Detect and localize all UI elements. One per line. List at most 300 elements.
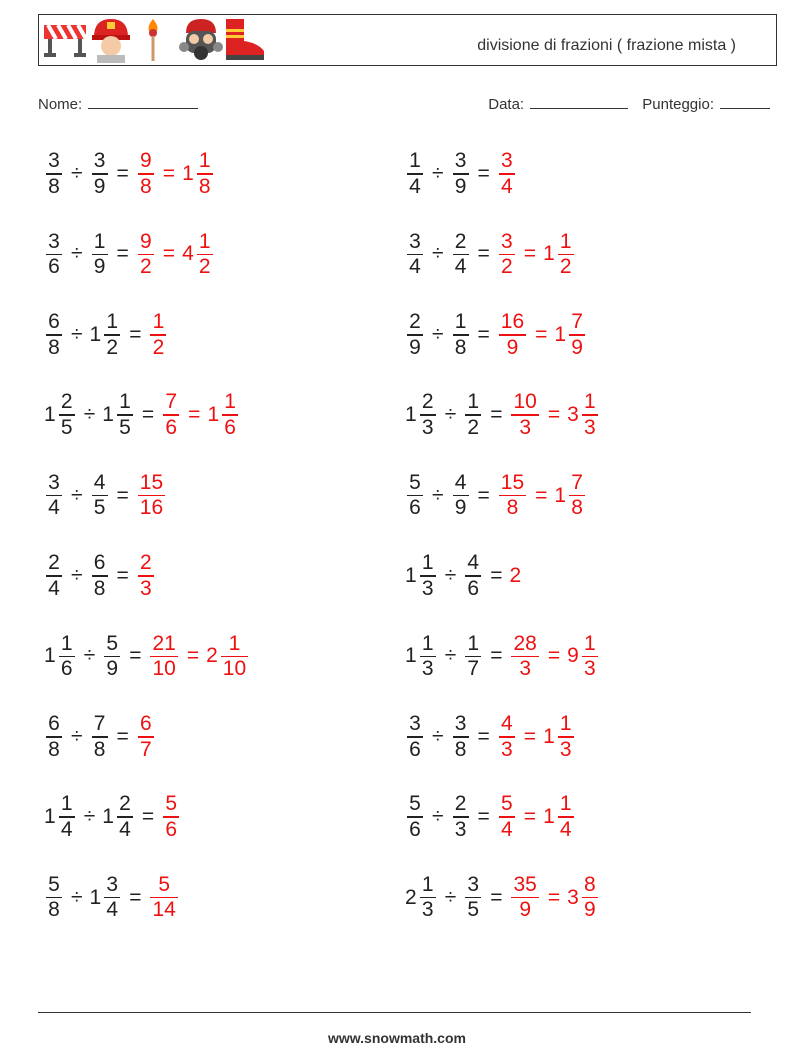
denominator: 3 bbox=[421, 576, 434, 600]
fraction bbox=[453, 792, 469, 842]
denominator: 8 bbox=[454, 335, 467, 359]
mixed-number bbox=[543, 792, 576, 842]
whole-part: 1 bbox=[44, 644, 56, 668]
answer bbox=[148, 310, 168, 360]
whole-part: 1 bbox=[405, 564, 417, 587]
numerator: 7 bbox=[571, 310, 583, 334]
problem-16 bbox=[405, 707, 576, 767]
numerator: 1 bbox=[583, 390, 596, 414]
fraction bbox=[453, 230, 469, 280]
denominator: 8 bbox=[506, 496, 519, 520]
answer bbox=[497, 471, 587, 521]
denominator: 3 bbox=[583, 657, 596, 681]
equals-sign: = bbox=[477, 162, 490, 185]
mixed-number bbox=[206, 632, 250, 682]
fraction-term bbox=[44, 471, 64, 521]
fraction bbox=[163, 390, 179, 440]
mixed-number bbox=[102, 390, 135, 440]
numerator: 3 bbox=[409, 712, 421, 736]
fraction-term bbox=[463, 873, 483, 923]
fraction-term bbox=[90, 471, 110, 521]
answer bbox=[497, 149, 517, 199]
fraction-term bbox=[451, 792, 471, 842]
numerator: 5 bbox=[500, 792, 513, 816]
numerator: 1 bbox=[559, 792, 572, 816]
whole-part: 3 bbox=[567, 403, 579, 427]
numerator: 6 bbox=[48, 310, 60, 334]
whole-part: 1 bbox=[44, 805, 56, 829]
numerator: 2 bbox=[139, 551, 152, 575]
equals-sign: = bbox=[116, 724, 129, 748]
numerator: 3 bbox=[409, 229, 421, 253]
numerator: 1 bbox=[421, 872, 434, 896]
gas-mask-icon bbox=[178, 17, 224, 63]
fraction bbox=[138, 149, 154, 199]
fraction bbox=[92, 712, 108, 762]
denominator: 9 bbox=[93, 174, 106, 198]
denominator: 6 bbox=[224, 415, 236, 439]
fraction bbox=[150, 310, 166, 360]
numerator: 6 bbox=[139, 712, 152, 736]
equals-sign: = bbox=[141, 805, 155, 829]
fraction bbox=[558, 712, 574, 762]
divide-sign: ÷ bbox=[71, 564, 83, 587]
equals-sign: = bbox=[477, 322, 490, 346]
denominator: 8 bbox=[93, 737, 106, 761]
numerator: 3 bbox=[500, 149, 513, 173]
mixed-number bbox=[543, 230, 576, 280]
numerator: 2 bbox=[48, 551, 60, 575]
whole-part: 2 bbox=[405, 885, 417, 909]
divide-sign: ÷ bbox=[432, 724, 444, 748]
denominator: 8 bbox=[48, 898, 60, 922]
denominator: 9 bbox=[454, 174, 467, 198]
fraction bbox=[558, 230, 574, 280]
fraction-term bbox=[90, 149, 110, 199]
numerator: 1 bbox=[224, 390, 236, 414]
problem-8 bbox=[405, 385, 600, 445]
fraction bbox=[46, 471, 62, 521]
whole-part: 1 bbox=[405, 644, 417, 668]
numerator: 1 bbox=[198, 149, 211, 173]
date-blank[interactable] bbox=[530, 94, 628, 109]
numerator: 1 bbox=[409, 149, 421, 173]
numerator: 28 bbox=[513, 631, 537, 655]
fraction-term bbox=[451, 471, 471, 521]
answer bbox=[148, 632, 250, 682]
fraction bbox=[46, 712, 62, 762]
denominator: 6 bbox=[60, 657, 73, 681]
answer bbox=[136, 230, 215, 280]
fraction bbox=[46, 310, 62, 360]
mixed-number bbox=[182, 149, 215, 199]
divide-sign: ÷ bbox=[444, 564, 457, 587]
fraction bbox=[104, 310, 120, 360]
fraction bbox=[59, 792, 75, 842]
whole-part: 1 bbox=[207, 403, 220, 427]
whole-part: 1 bbox=[102, 805, 114, 829]
denominator: 5 bbox=[119, 415, 131, 439]
numerator: 3 bbox=[93, 149, 106, 173]
fraction bbox=[420, 390, 436, 440]
score-label: Punteggio: bbox=[642, 96, 714, 113]
fraction bbox=[407, 712, 423, 762]
whole-part: 1 bbox=[543, 242, 555, 266]
numerator: 1 bbox=[454, 310, 467, 334]
fraction bbox=[197, 149, 213, 199]
problem-11 bbox=[44, 546, 156, 606]
divide-sign: ÷ bbox=[71, 242, 83, 266]
equals-sign: = bbox=[129, 885, 142, 909]
fraction bbox=[465, 551, 481, 601]
numerator: 3 bbox=[106, 872, 119, 896]
fraction-term bbox=[44, 310, 64, 360]
answer bbox=[509, 564, 522, 588]
equals-sign: = bbox=[490, 644, 503, 668]
numerator: 2 bbox=[454, 229, 467, 253]
fraction bbox=[499, 712, 515, 762]
fraction bbox=[420, 551, 436, 601]
answer bbox=[136, 551, 156, 601]
fraction-term bbox=[90, 230, 110, 280]
fraction-term bbox=[451, 230, 471, 280]
fraction bbox=[499, 471, 526, 521]
divide-sign: ÷ bbox=[432, 322, 444, 346]
answer-equals-sign: = bbox=[188, 403, 201, 427]
fraction bbox=[138, 712, 154, 762]
fraction-term bbox=[405, 230, 425, 280]
equals-sign: = bbox=[477, 724, 490, 748]
numerator: 3 bbox=[500, 229, 513, 253]
denominator: 4 bbox=[409, 174, 421, 198]
worksheet-header bbox=[38, 14, 777, 66]
fraction bbox=[92, 230, 108, 280]
fraction bbox=[420, 632, 436, 682]
problem-3 bbox=[44, 224, 215, 284]
problem-6 bbox=[405, 305, 587, 365]
numerator: 15 bbox=[500, 470, 525, 494]
fraction bbox=[46, 149, 62, 199]
numerator: 5 bbox=[106, 631, 119, 655]
numerator: 5 bbox=[48, 872, 60, 896]
denominator: 6 bbox=[165, 817, 178, 841]
mixed-number bbox=[44, 632, 77, 682]
denominator: 3 bbox=[583, 415, 596, 439]
whole-part: 1 bbox=[44, 403, 56, 427]
name-blank[interactable] bbox=[88, 94, 198, 109]
fraction-term bbox=[463, 390, 483, 440]
mixed-number bbox=[102, 792, 135, 842]
fraction bbox=[420, 873, 436, 923]
mixed-number bbox=[405, 390, 438, 440]
denominator: 6 bbox=[165, 415, 178, 439]
fire-boot-icon bbox=[222, 17, 268, 63]
denominator: 4 bbox=[500, 817, 513, 841]
mixed-number bbox=[405, 551, 438, 601]
answer bbox=[509, 390, 599, 440]
fraction bbox=[163, 792, 179, 842]
denominator: 2 bbox=[106, 335, 119, 359]
fraction bbox=[511, 873, 538, 923]
fraction bbox=[407, 310, 423, 360]
problem-1 bbox=[44, 144, 215, 204]
fraction bbox=[150, 632, 177, 682]
date-label: Data: bbox=[488, 96, 525, 113]
divide-sign: ÷ bbox=[83, 644, 96, 668]
fraction bbox=[582, 390, 598, 440]
denominator: 9 bbox=[93, 255, 106, 279]
fraction-term bbox=[405, 712, 425, 762]
fraction bbox=[59, 632, 75, 682]
numerator: 1 bbox=[228, 631, 241, 655]
whole-part: 1 bbox=[89, 322, 102, 346]
numerator: 1 bbox=[421, 551, 434, 575]
answer bbox=[136, 149, 215, 199]
numerator: 1 bbox=[467, 390, 480, 414]
denominator: 7 bbox=[139, 737, 152, 761]
fraction bbox=[92, 551, 108, 601]
denominator: 4 bbox=[409, 255, 421, 279]
fraction bbox=[92, 149, 108, 199]
fraction-term bbox=[463, 632, 483, 682]
problem-15 bbox=[44, 707, 156, 767]
denominator: 4 bbox=[119, 817, 131, 841]
numerator: 1 bbox=[60, 631, 73, 655]
denominator: 4 bbox=[106, 898, 119, 922]
problem-14 bbox=[405, 626, 600, 686]
fraction bbox=[221, 632, 248, 682]
denominator: 2 bbox=[198, 255, 211, 279]
fraction bbox=[117, 390, 133, 440]
score-blank[interactable] bbox=[720, 94, 770, 109]
denominator: 9 bbox=[519, 898, 531, 922]
denominator: 8 bbox=[48, 174, 60, 198]
whole-part: 1 bbox=[543, 724, 555, 748]
fraction-term bbox=[405, 149, 425, 199]
numerator: 35 bbox=[513, 872, 537, 896]
fraction bbox=[46, 230, 62, 280]
denominator: 8 bbox=[454, 737, 467, 761]
fraction bbox=[465, 390, 481, 440]
whole-part: 1 bbox=[554, 322, 567, 346]
problem-4 bbox=[405, 224, 576, 284]
fraction-term bbox=[405, 471, 425, 521]
fraction-term bbox=[451, 310, 471, 360]
fraction bbox=[465, 873, 481, 923]
answer bbox=[136, 471, 167, 521]
answer bbox=[161, 792, 181, 842]
answer-equals-sign: = bbox=[186, 644, 200, 668]
mixed-number bbox=[182, 230, 215, 280]
whole-part: 1 bbox=[543, 805, 555, 829]
equals-sign: = bbox=[477, 805, 490, 829]
denominator: 2 bbox=[500, 255, 513, 279]
equals-sign: = bbox=[490, 885, 503, 909]
numerator: 4 bbox=[500, 712, 513, 736]
numerator: 3 bbox=[48, 229, 60, 253]
denominator: 9 bbox=[106, 657, 119, 681]
denominator: 5 bbox=[467, 898, 480, 922]
equals-sign: = bbox=[116, 162, 129, 185]
whole-part: 2 bbox=[206, 644, 218, 668]
fraction bbox=[46, 873, 62, 923]
fraction bbox=[453, 471, 469, 521]
fraction-term bbox=[44, 149, 64, 199]
fraction bbox=[407, 230, 423, 280]
denominator: 6 bbox=[48, 255, 60, 279]
divide-sign: ÷ bbox=[444, 644, 457, 668]
fraction bbox=[92, 471, 108, 521]
footer-url: www.snowmath.com bbox=[328, 1030, 466, 1046]
denominator: 2 bbox=[467, 415, 480, 439]
numerator: 3 bbox=[48, 149, 60, 173]
numerator: 6 bbox=[48, 712, 60, 736]
numerator: 1 bbox=[198, 229, 211, 253]
numerator: 5 bbox=[409, 470, 421, 494]
numerator: 6 bbox=[93, 551, 106, 575]
problem-19 bbox=[44, 868, 180, 928]
numerator: 16 bbox=[500, 310, 525, 334]
equals-sign: = bbox=[129, 644, 142, 668]
fraction bbox=[138, 471, 165, 521]
whole-part: 1 bbox=[102, 403, 114, 427]
answer bbox=[497, 792, 576, 842]
denominator: 3 bbox=[139, 576, 152, 600]
answer-equals-sign: = bbox=[523, 805, 537, 829]
problem-20 bbox=[405, 868, 600, 928]
problem-12 bbox=[405, 546, 522, 606]
divide-sign: ÷ bbox=[444, 403, 457, 427]
numerator: 2 bbox=[60, 390, 73, 414]
numerator: 1 bbox=[119, 390, 131, 414]
mixed-number bbox=[90, 873, 123, 923]
denominator: 4 bbox=[559, 817, 572, 841]
numerator: 21 bbox=[152, 631, 176, 655]
denominator: 4 bbox=[500, 174, 513, 198]
answer bbox=[161, 390, 240, 440]
problem-2 bbox=[405, 144, 517, 204]
equals-sign: = bbox=[141, 403, 155, 427]
fraction bbox=[453, 149, 469, 199]
numerator: 4 bbox=[454, 470, 467, 494]
equals-sign: = bbox=[129, 322, 142, 346]
answer-equals-sign: = bbox=[535, 483, 548, 507]
numerator: 3 bbox=[467, 872, 480, 896]
denominator: 9 bbox=[583, 898, 596, 922]
answer-equals-sign: = bbox=[547, 885, 561, 909]
divide-sign: ÷ bbox=[71, 322, 83, 346]
denominator: 9 bbox=[454, 496, 467, 520]
divide-sign: ÷ bbox=[432, 805, 444, 829]
firefighter-icon bbox=[88, 17, 134, 63]
equals-sign: = bbox=[490, 403, 503, 427]
divide-sign: ÷ bbox=[83, 805, 96, 829]
problem-9 bbox=[44, 466, 167, 526]
whole-part: 1 bbox=[182, 162, 194, 185]
numerator: 3 bbox=[454, 149, 467, 173]
problem-5 bbox=[44, 305, 168, 365]
mixed-number bbox=[44, 390, 77, 440]
name-label: Nome: bbox=[38, 96, 83, 113]
fraction-term bbox=[451, 712, 471, 762]
numerator: 1 bbox=[60, 792, 73, 816]
numerator: 7 bbox=[165, 390, 178, 414]
numerator: 15 bbox=[139, 470, 164, 494]
numerator: 5 bbox=[158, 872, 170, 896]
whole-part: 1 bbox=[89, 885, 102, 909]
denominator: 3 bbox=[559, 737, 572, 761]
numerator: 2 bbox=[409, 310, 421, 334]
whole-part: 3 bbox=[567, 885, 579, 909]
denominator: 5 bbox=[60, 415, 73, 439]
fraction bbox=[569, 471, 585, 521]
numerator: 5 bbox=[409, 792, 421, 816]
whole-part: 4 bbox=[182, 242, 194, 266]
fraction bbox=[499, 310, 526, 360]
fraction bbox=[407, 471, 423, 521]
denominator: 6 bbox=[409, 737, 421, 761]
numerator: 1 bbox=[559, 712, 572, 736]
numerator: 2 bbox=[119, 792, 131, 816]
mixed-number bbox=[554, 310, 587, 360]
divide-sign: ÷ bbox=[432, 483, 444, 507]
fraction-term bbox=[451, 149, 471, 199]
denominator: 3 bbox=[454, 817, 467, 841]
denominator: 3 bbox=[519, 415, 531, 439]
divide-sign: ÷ bbox=[444, 885, 457, 909]
equals-sign: = bbox=[116, 483, 129, 507]
whole-part: 1 bbox=[554, 483, 567, 507]
answer-equals-sign: = bbox=[162, 242, 176, 266]
whole-part: 9 bbox=[567, 644, 579, 668]
matchstick-icon bbox=[140, 17, 166, 63]
denominator: 4 bbox=[48, 496, 60, 520]
answer bbox=[509, 632, 599, 682]
numerator: 1 bbox=[152, 310, 165, 334]
answer bbox=[497, 310, 587, 360]
numerator: 3 bbox=[454, 712, 467, 736]
mixed-number bbox=[405, 632, 438, 682]
denominator: 5 bbox=[93, 496, 106, 520]
mixed-number bbox=[567, 873, 600, 923]
answer bbox=[148, 873, 179, 923]
divide-sign: ÷ bbox=[83, 403, 96, 427]
divide-sign: ÷ bbox=[432, 242, 444, 266]
mixed-number bbox=[567, 390, 600, 440]
fraction bbox=[104, 873, 120, 923]
fraction bbox=[499, 792, 515, 842]
equals-sign: = bbox=[116, 564, 129, 587]
divide-sign: ÷ bbox=[71, 724, 83, 748]
denominator: 8 bbox=[571, 496, 583, 520]
answer-equals-sign: = bbox=[547, 403, 561, 427]
divide-sign: ÷ bbox=[71, 483, 83, 507]
fraction bbox=[569, 310, 585, 360]
denominator: 2 bbox=[152, 335, 165, 359]
divide-sign: ÷ bbox=[432, 162, 444, 185]
denominator: 3 bbox=[421, 657, 434, 681]
fraction bbox=[465, 632, 481, 682]
denominator: 3 bbox=[421, 415, 434, 439]
fraction bbox=[46, 551, 62, 601]
answer bbox=[136, 712, 156, 762]
fraction-term bbox=[44, 230, 64, 280]
answer-equals-sign: = bbox=[547, 644, 561, 668]
denominator: 3 bbox=[421, 898, 434, 922]
numerator: 7 bbox=[571, 470, 583, 494]
mixed-number bbox=[44, 792, 77, 842]
numerator: 10 bbox=[513, 390, 537, 414]
